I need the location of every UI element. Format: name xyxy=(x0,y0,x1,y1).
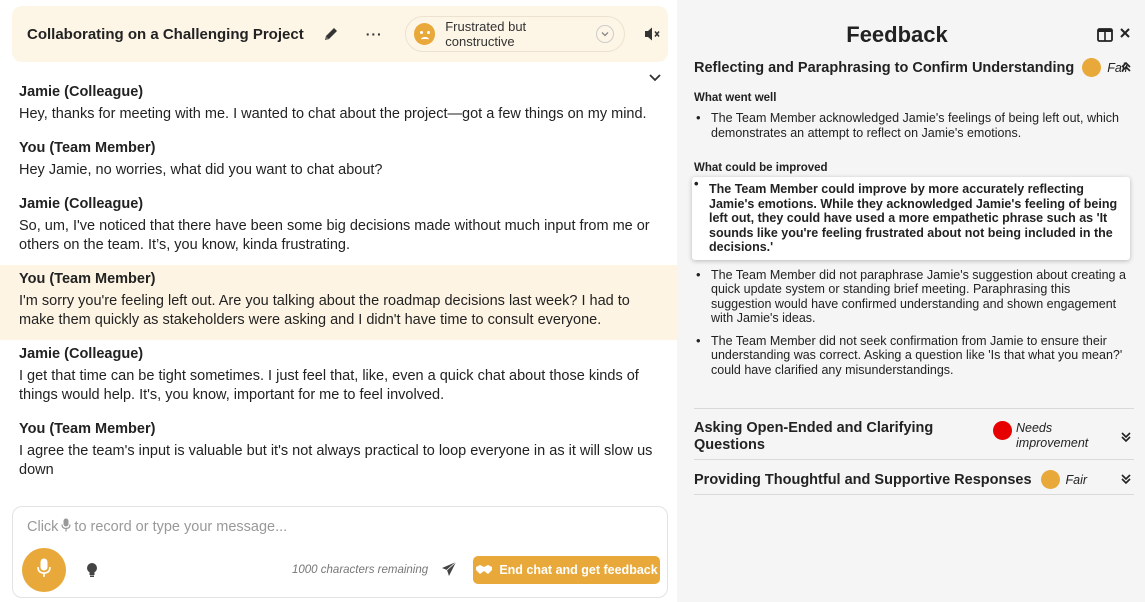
message-speaker: You (Team Member) xyxy=(19,140,156,156)
chevron-down-icon xyxy=(596,25,614,43)
section-divider xyxy=(694,408,1134,409)
section-title: Reflecting and Paraphrasing to Confirm Understanding xyxy=(694,59,1075,76)
message-text: I'm sorry you're feeling left out. Are you talking about the roadmap decisions last week? I had to make them quickly as stakeholders were asking and I didn't have time to consult everyone. xyxy=(19,293,630,328)
microphone-icon xyxy=(37,558,51,583)
message-text: Hey, thanks for meeting with me. I wanted to chat about the project—got a few things on my mind. xyxy=(19,106,647,122)
list-item: • The Team Member acknowledged Jamie's feelings of being left out, which demonstrates an attempt to reflect on Jamie's emotions. xyxy=(694,111,1134,140)
scenario-title: Collaborating on a Challenging Project xyxy=(27,25,304,43)
chat-message xyxy=(0,134,677,190)
chevron-down-icon[interactable] xyxy=(1120,430,1132,448)
chevron-up-icon[interactable] xyxy=(1120,60,1132,78)
feedback-panel xyxy=(677,0,1145,602)
message-text: I get that time can be tight sometimes. I just feel that, like, even a quick chat about those kinds of things would help. It's, you know, important for me to feel involved. xyxy=(19,368,639,403)
frustrated-emoji-icon xyxy=(414,23,436,45)
end-chat-label: End chat and get feedback xyxy=(499,563,658,577)
message-speaker: You (Team Member) xyxy=(19,421,156,437)
chat-message xyxy=(0,340,677,415)
chat-header xyxy=(12,6,668,62)
section-responses-header[interactable] xyxy=(694,470,1087,489)
record-button[interactable] xyxy=(22,548,66,592)
more-dots-icon[interactable]: ··· xyxy=(365,26,383,42)
chat-message xyxy=(0,415,677,490)
message-speaker: Jamie (Colleague) xyxy=(19,196,144,212)
feedback-title: Feedback xyxy=(846,22,948,47)
rating-label: Fair xyxy=(1065,472,1088,487)
pencil-icon[interactable] xyxy=(322,25,340,43)
rating-label: Needs improvement xyxy=(1016,421,1089,450)
section-reflecting-header[interactable] xyxy=(694,58,1129,77)
message-speaker: You (Team Member) xyxy=(19,271,156,287)
chat-transcript xyxy=(0,78,677,490)
characters-remaining: 1000 characters remaining xyxy=(292,564,429,576)
end-chat-button[interactable] xyxy=(473,556,660,584)
placeholder-text-start: Click xyxy=(27,519,59,535)
section-title: Asking Open-Ended and Clarifying Questions xyxy=(694,420,934,453)
list-item: • The Team Member did not seek confirmation from Jamie to ensure their understanding was correct. Asking a question like 'Is that what you mean?' could have clarified any misunderstandings. xyxy=(694,334,1134,378)
rating-dot-needs-improvement xyxy=(993,421,1012,440)
list-item: • The Team Member did not paraphrase Jamie's suggestion about creating a quick update system or standing brief meeting. Paraphrasing this suggestion would have confirmed understanding and shown engagement with Jamie's ideas. xyxy=(694,268,1134,326)
speaker-mute-icon[interactable] xyxy=(643,26,663,42)
message-text: I agree the team's input is valuable but it's not always practical to loop everyone in as it will slow us down xyxy=(19,443,653,478)
message-text: So, um, I've noticed that there have been some big decisions made without much input from me or others on the team. It’s, you know, kinda frustrating. xyxy=(19,218,650,253)
handshake-icon xyxy=(475,563,493,578)
message-input[interactable] xyxy=(27,518,287,536)
message-speaker: Jamie (Colleague) xyxy=(19,346,144,362)
rating-dot-fair xyxy=(1041,470,1060,489)
chat-message xyxy=(0,78,677,134)
microphone-small-icon xyxy=(61,518,71,536)
mood-dropdown[interactable] xyxy=(405,16,625,52)
rating-dot-fair xyxy=(1082,58,1101,77)
message-speaker: Jamie (Colleague) xyxy=(19,84,144,100)
message-text: Hey Jamie, no worries, what did you want to chat about? xyxy=(19,162,383,178)
list-item-highlighted[interactable]: • The Team Member could improve by more accurately reflecting Jamie's emotions. While they acknowledged Jamie's feeling of being left out, they could have used a more empathetic phrase such as 'It sounds like you're feeling frustrated about not being included in the decisions.' xyxy=(692,177,1130,260)
panel-layout-icon[interactable] xyxy=(1097,28,1113,47)
section-questions-header[interactable] xyxy=(694,420,954,454)
message-composer xyxy=(12,506,668,598)
section-divider xyxy=(694,459,1134,460)
section-divider xyxy=(694,494,1134,495)
section-title: Providing Thoughtful and Supportive Responses xyxy=(694,471,1032,488)
rating-label: Fair xyxy=(1107,60,1129,75)
chat-message xyxy=(0,190,677,265)
chevron-down-icon[interactable] xyxy=(1120,472,1132,490)
improve-list xyxy=(694,177,1134,385)
lightbulb-icon[interactable] xyxy=(86,562,98,583)
placeholder-text-end: to record or type your message... xyxy=(74,519,288,535)
chat-message-highlighted[interactable] xyxy=(0,265,677,340)
improve-heading: What could be improved xyxy=(694,162,828,174)
went-well-heading: What went well xyxy=(694,92,777,104)
close-icon[interactable] xyxy=(1119,26,1131,44)
mood-label: Frustrated but constructive xyxy=(445,19,527,49)
send-icon[interactable] xyxy=(441,561,457,582)
went-well-list xyxy=(694,111,1134,148)
